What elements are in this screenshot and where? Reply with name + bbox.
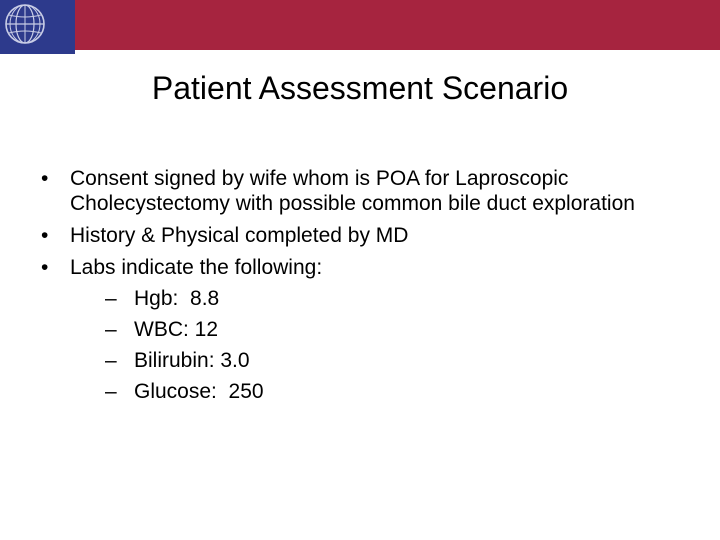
bullet-marker: •	[41, 167, 49, 190]
lab-item-glucose	[70, 379, 698, 404]
dash-marker: –	[105, 287, 117, 310]
bullet-list	[38, 166, 698, 411]
bullet-consent	[38, 166, 698, 216]
dash-marker: –	[105, 380, 117, 403]
logo	[0, 0, 75, 54]
dash-marker: –	[105, 349, 117, 372]
bullet-text: Labs indicate the following:	[70, 256, 323, 279]
labs-list	[70, 286, 698, 404]
header-band	[0, 0, 720, 50]
lab-text: Hgb: 8.8	[134, 287, 220, 310]
lab-item-bilirubin	[70, 348, 698, 373]
lab-text: Glucose: 250	[134, 380, 264, 403]
lab-text: WBC: 12	[134, 318, 219, 341]
bullet-history-physical	[38, 223, 698, 248]
dash-marker: –	[105, 318, 117, 341]
bullet-marker: •	[41, 256, 49, 279]
bullet-labs	[38, 255, 698, 404]
lab-item-hgb	[70, 286, 698, 311]
globe-icon	[3, 2, 47, 46]
lab-text: Bilirubin: 3.0	[134, 349, 250, 372]
lab-item-wbc	[70, 317, 698, 342]
bullet-text: Consent signed by wife whom is POA for Laproscopic Cholecystectomy with possible common bile duct exploration	[70, 167, 635, 215]
slide-title: Patient Assessment Scenario	[151, 70, 569, 106]
bullet-text: History & Physical completed by MD	[70, 224, 409, 247]
bullet-marker: •	[41, 224, 49, 247]
